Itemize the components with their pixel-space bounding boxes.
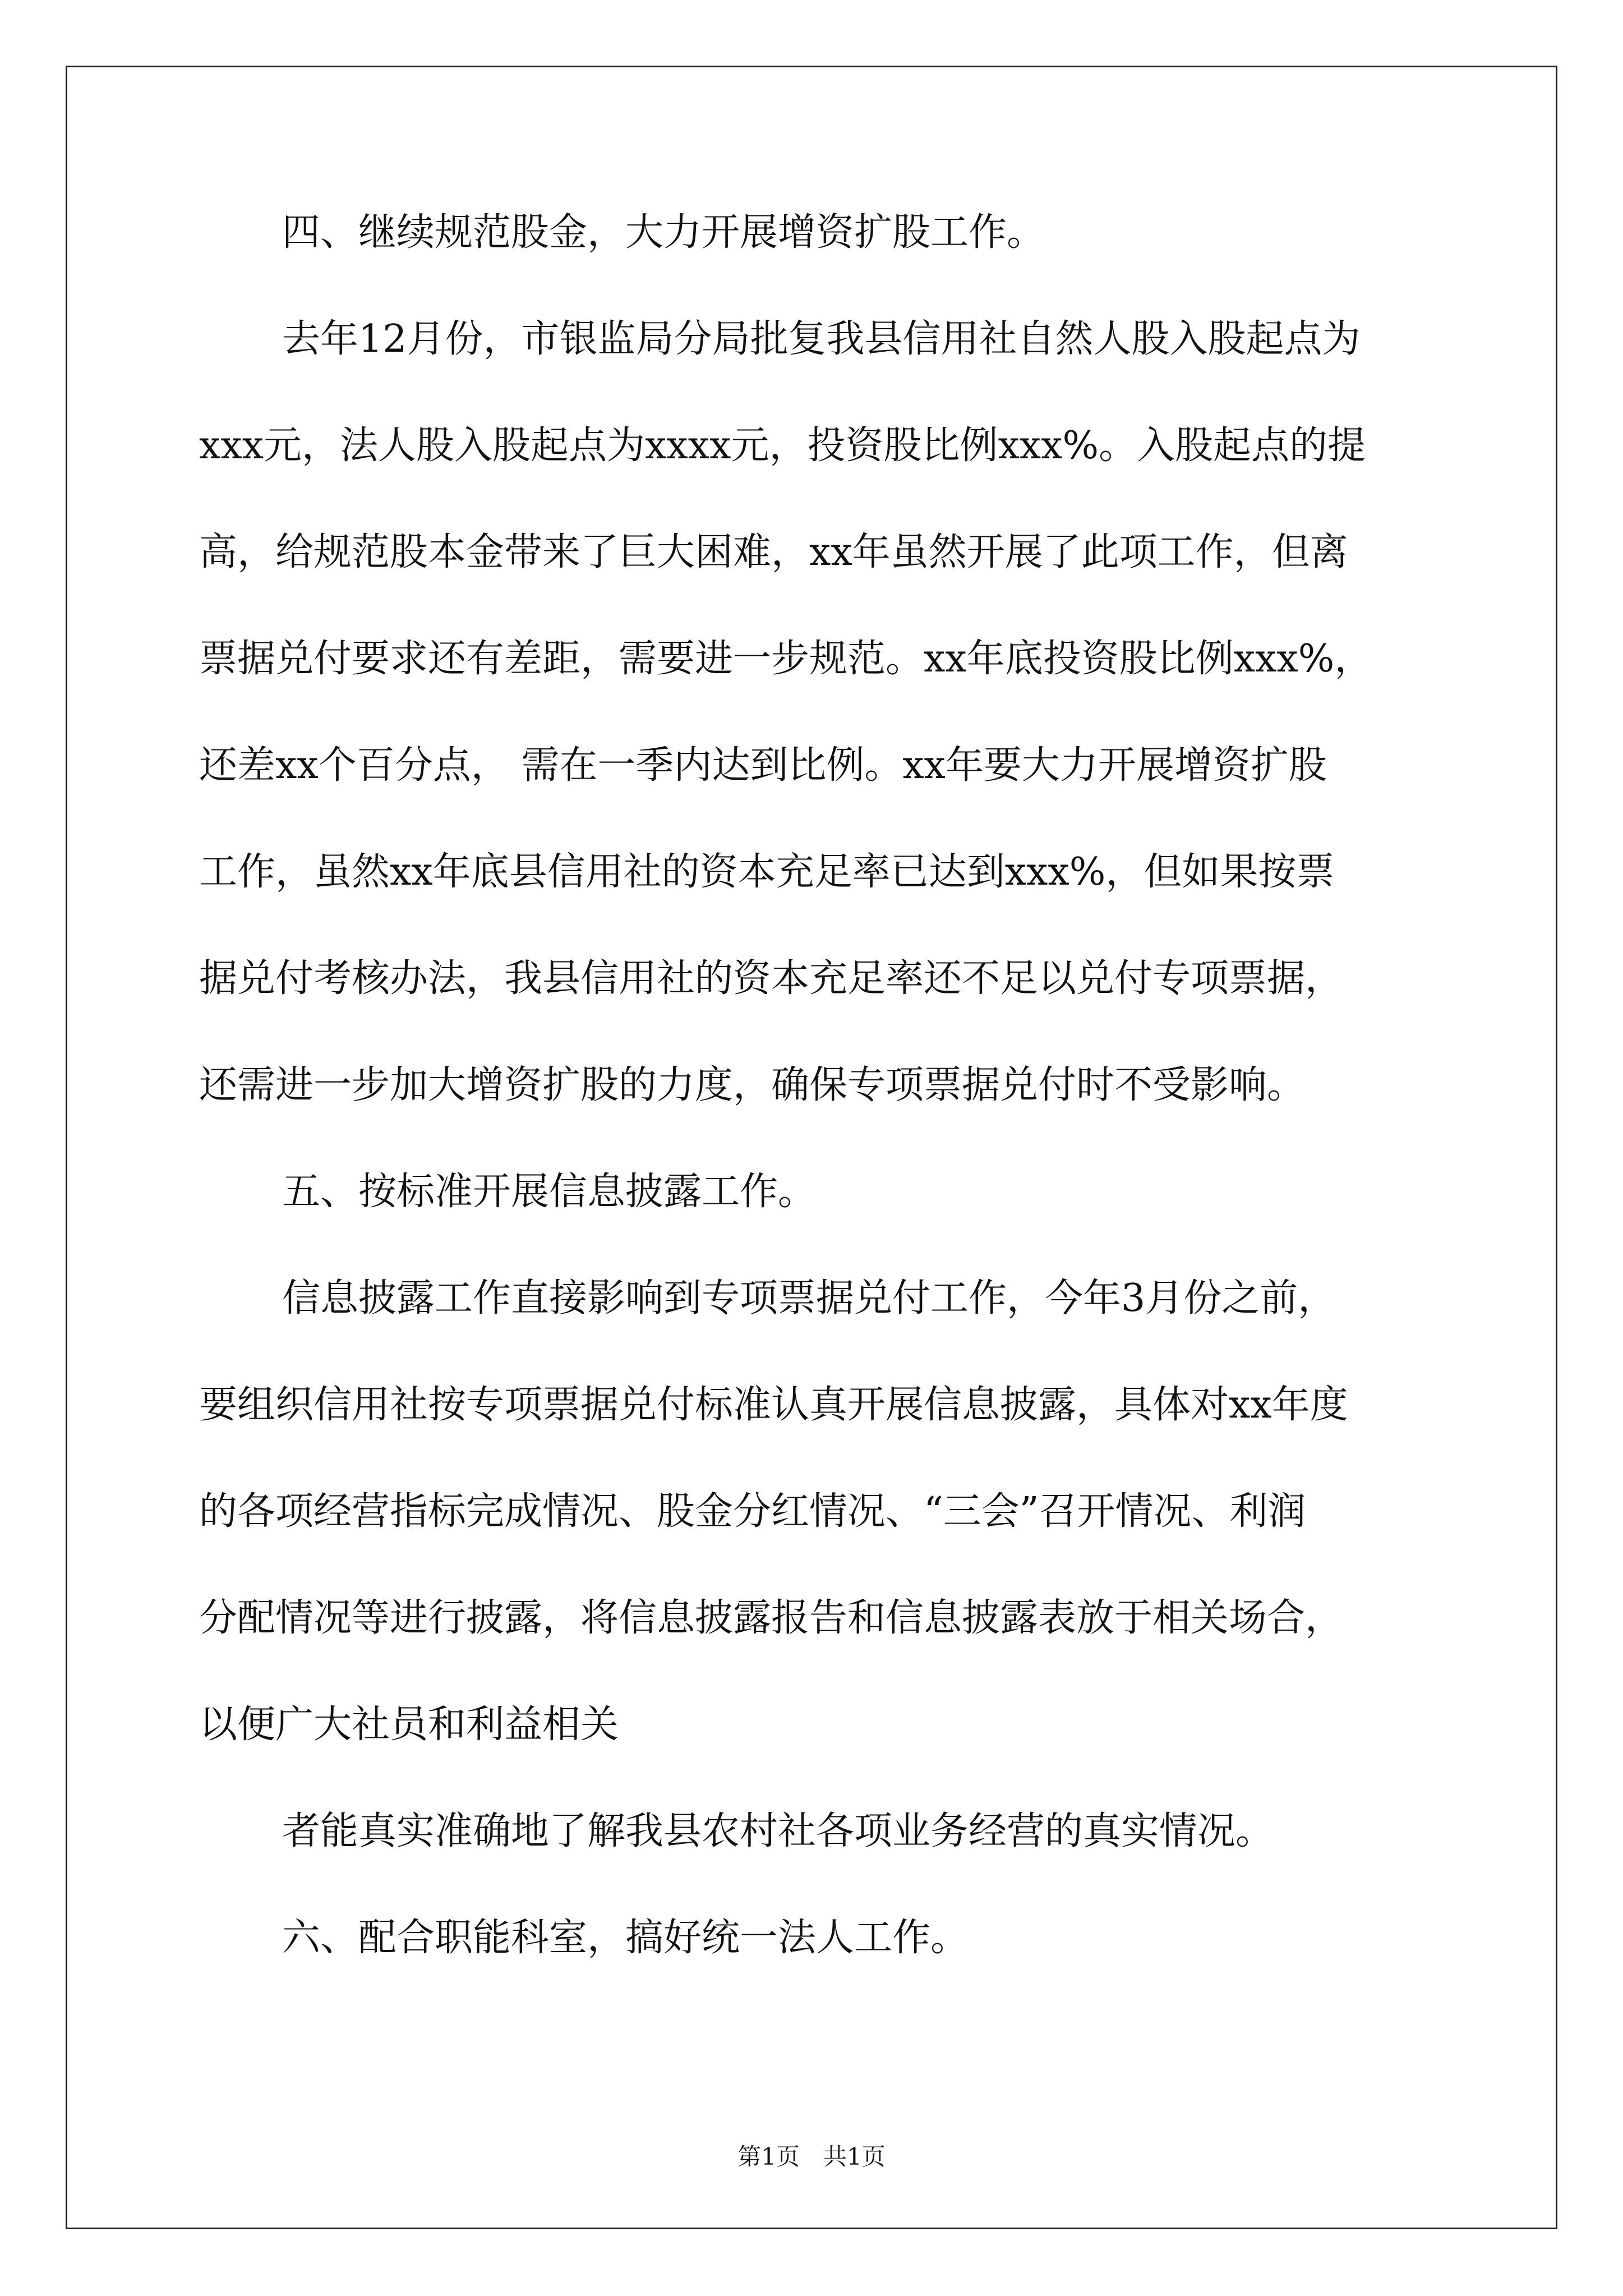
paragraph-line: 票据兑付要求还有差距，需要进一步规范。xx年底投资股比例xxx%， (199, 637, 1373, 681)
paragraph-line: 高，给规范股本金带来了巨大困难，xx年虽然开展了此项工作，但离 (199, 530, 1348, 574)
paragraph-line: 还差xx个百分点， 需在一季内达到比例。xx年要大力开展增资扩股 (199, 743, 1327, 788)
paragraph-line: 信息披露工作直接影响到专项票据兑付工作，今年3月份之前， (282, 1276, 1336, 1320)
page-footer: 第1页 共1页 (737, 2143, 886, 2170)
paragraph-line: 要组织信用社按专项票据兑付标准认真开展信息披露，具体对xx年度 (199, 1383, 1348, 1427)
section-heading-4: 四、继续规范股金，大力开展增资扩股工作。 (282, 210, 1045, 255)
document-body (199, 180, 1427, 1991)
section-heading-5: 五、按标准开展信息披露工作。 (282, 1170, 817, 1214)
paragraph-line: 去年12月份，市银监局分局批复我县信用社自然人股入股起点为 (282, 317, 1361, 361)
section-heading-6: 六、配合职能科室，搞好统一法人工作。 (282, 1916, 969, 1960)
paragraph-line: 还需进一步加大增资扩股的力度，确保专项票据兑付时不受影响。 (199, 1063, 1306, 1107)
paragraph-line: 以便广大社员和利益相关 (199, 1703, 619, 1747)
paragraph-line: 工作，虽然xx年底县信用社的资本充足率已达到xxx%，但如果按票 (199, 850, 1335, 894)
paragraph-line: 者能真实准确地了解我县农村社各项业务经营的真实情况。 (282, 1809, 1274, 1853)
paragraph-line: 分配情况等进行披露，将信息披露报告和信息披露表放于相关场合， (199, 1596, 1344, 1640)
paragraph-line: 据兑付考核办法，我县信用社的资本充足率还不足以兑付专项票据， (199, 956, 1344, 1001)
paragraph-line: 的各项经营指标完成情况、股金分红情况、“三会”召开情况、利润 (199, 1489, 1306, 1534)
paragraph-line: xxx元，法人股入股起点为xxxx元，投资股比例xxx%。入股起点的提 (199, 424, 1366, 468)
